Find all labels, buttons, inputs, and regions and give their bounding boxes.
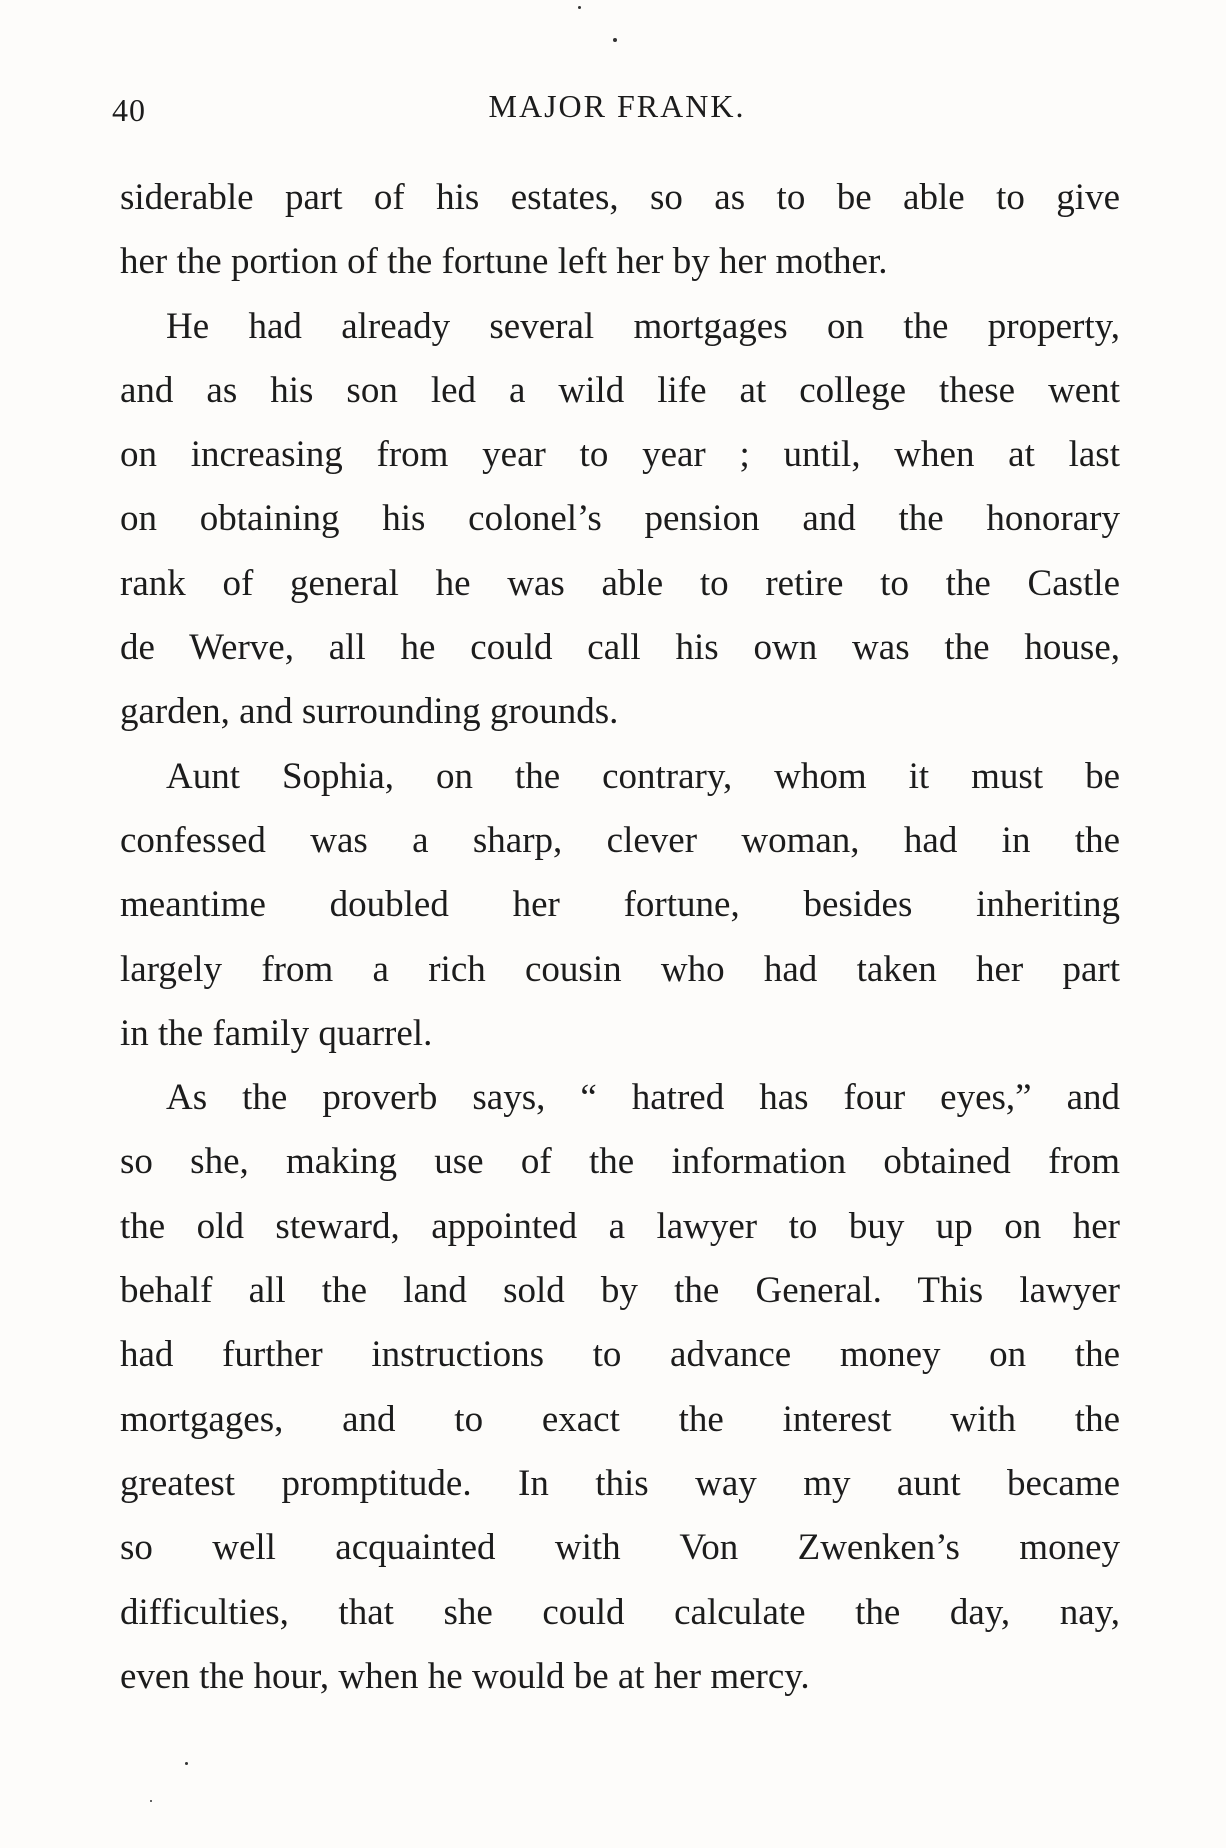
ink-speck xyxy=(185,1762,188,1765)
text-line: As the proverb says, “ hatred has four eyes,” and xyxy=(166,1077,1120,1119)
body-text xyxy=(120,166,1120,1709)
text-line: He had already several mortgages on the property, xyxy=(166,305,1120,347)
text-line: her the portion of the fortune left her by her mother. xyxy=(120,241,888,283)
text-line: in the family quarrel. xyxy=(120,1012,433,1054)
text-line: difficulties, that she could calculate the day, nay, xyxy=(120,1591,1120,1633)
text-line: meantime doubled her fortune, besides inheriting xyxy=(120,884,1120,926)
text-line: behalf all the land sold by the General. This lawyer xyxy=(120,1270,1120,1312)
text-line: largely from a rich cousin who had taken her part xyxy=(120,948,1120,990)
text-line: confessed was a sharp, clever woman, had in the xyxy=(120,819,1120,861)
running-head: MAJOR FRANK. xyxy=(488,88,746,124)
text-line: Aunt Sophia, on the contrary, whom it must be xyxy=(166,755,1120,797)
text-line: the old steward, appointed a lawyer to buy up on her xyxy=(120,1205,1120,1247)
ink-speck xyxy=(613,38,617,42)
text-line: on increasing from year to year ; until, when at last xyxy=(120,434,1120,476)
text-line: rank of general he was able to retire to the Castle xyxy=(120,562,1120,604)
ink-speck xyxy=(150,1800,152,1802)
page-number: 40 xyxy=(112,92,146,128)
text-line: siderable part of his estates, so as to be able to give xyxy=(120,177,1120,218)
ink-speck xyxy=(578,6,581,9)
text-line: and as his son led a wild life at college these went xyxy=(120,369,1120,411)
text-line: garden, and surrounding grounds. xyxy=(120,691,619,733)
page-header xyxy=(112,88,1122,138)
text-line: on obtaining his colonel’s pension and the honorary xyxy=(120,498,1120,540)
text-line: greatest promptitude. In this way my aunt became xyxy=(120,1462,1120,1504)
text-line: even the hour, when he would be at her mercy. xyxy=(120,1655,810,1697)
text-line: mortgages, and to exact the interest with the xyxy=(120,1398,1120,1440)
text-line: so she, making use of the information obtained from xyxy=(120,1141,1120,1183)
text-line: so well acquainted with Von Zwenken’s money xyxy=(120,1527,1120,1569)
text-line: de Werve, all he could call his own was the house, xyxy=(120,627,1120,669)
text-line: had further instructions to advance money on the xyxy=(120,1334,1120,1376)
